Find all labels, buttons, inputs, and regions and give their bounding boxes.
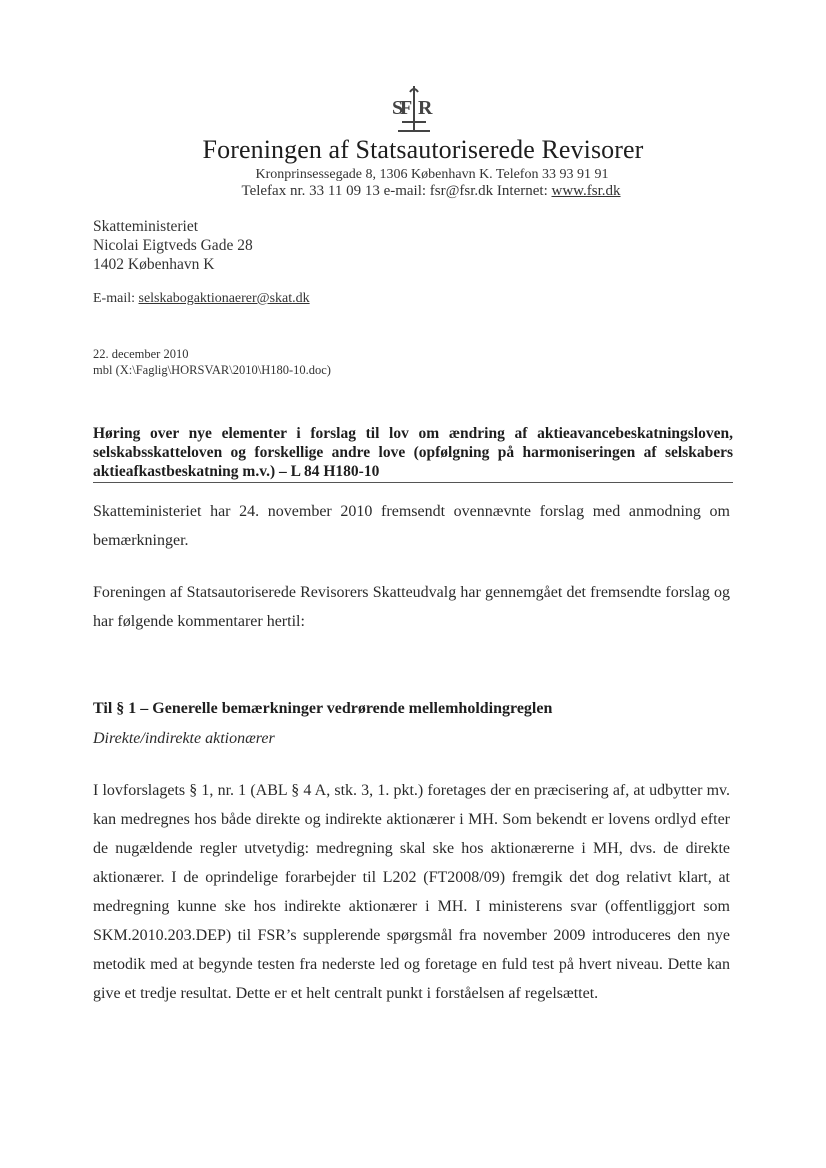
section-heading: Til § 1 – Generelle bemærkninger vedrørende mellemholdingreglen xyxy=(93,700,553,717)
organization-address: Kronprinsessegade 8, 1306 København K. Telefon 33 93 91 91 xyxy=(255,167,609,182)
svg-text:F: F xyxy=(400,97,413,119)
fsr-logo xyxy=(388,84,440,136)
recipient-street: Nicolai Eigtveds Gade 28 xyxy=(93,237,253,254)
website-link[interactable]: www.fsr.dk xyxy=(551,183,621,199)
body-paragraph-2: Foreningen af Statsautoriserede Revisorers Skatteudvalg har gennemgået det fremsendte forslag og har følgende kommentarer hertil: xyxy=(93,584,730,630)
body-paragraph-3: I lovforslagets § 1, nr. 1 (ABL § 4 A, stk. 3, 1. pkt.) foretages der en præcisering af, at udbytter mv. kan medregnes hos både direkte og indirekte aktionærer i MH. Som bekendt er lovens ordlyd efter de nugældende regler utvetydig: medregning skal ske hos aktionærerne i MH, dvs. de direkte aktionærer. I de oprindelige forarbejder til L202 (FT2008/09) fremgik det dog relativt klart, at medregning kunne ske hos indirekte aktionærer i MH. I ministerens svar (offentliggjort som SKM.2010.203.DEP) til FSR’s supplerende spørgsmål fra november 2009 introduceres den nye metodik med at begynde testen fra nederste led og foretage en fuld test på hvert niveau. Dette kan give et tredje resultat. Dette er et helt centralt punkt i forståelsen af regelsættet. xyxy=(93,782,730,1002)
svg-text:S: S xyxy=(392,97,404,119)
contact-details: Telefax nr. 33 11 09 13 e-mail: fsr@fsr.dk Internet: xyxy=(241,183,552,199)
letter-subject: Høring over nye elementer i forslag til lov om ændring af aktieavancebeskatningsloven, selskabsskatteloven og forskellige andre love (opfølgning på harmoniseringen af selskabers aktieafkastbeskatning m.v.) – L 84 H180-10 xyxy=(93,425,733,480)
section-subheading: Direkte/indirekte aktionærer xyxy=(93,730,275,747)
recipient-city: 1402 København K xyxy=(93,256,215,273)
organization-name: Foreningen af Statsautoriserede Revisorer xyxy=(202,135,644,164)
file-reference: mbl (X:\Faglig\HORSVAR\2010\H180-10.doc) xyxy=(93,363,331,377)
recipient-name: Skatteministeriet xyxy=(93,218,199,235)
email-label: E-mail: xyxy=(93,291,139,306)
email-link[interactable]: selskabogaktionaerer@skat.dk xyxy=(138,291,310,306)
recipient-address xyxy=(93,217,253,274)
body-paragraph-1: Skatteministeriet har 24. november 2010 fremsendt ovennævnte forslag med anmodning om bemærkninger. xyxy=(93,503,730,549)
subject-divider xyxy=(93,482,733,483)
letter-date: 22. december 2010 xyxy=(93,347,189,361)
organization-contact xyxy=(0,183,826,200)
svg-text:R: R xyxy=(418,97,433,119)
recipient-email xyxy=(93,291,310,307)
letter-meta xyxy=(93,346,331,378)
